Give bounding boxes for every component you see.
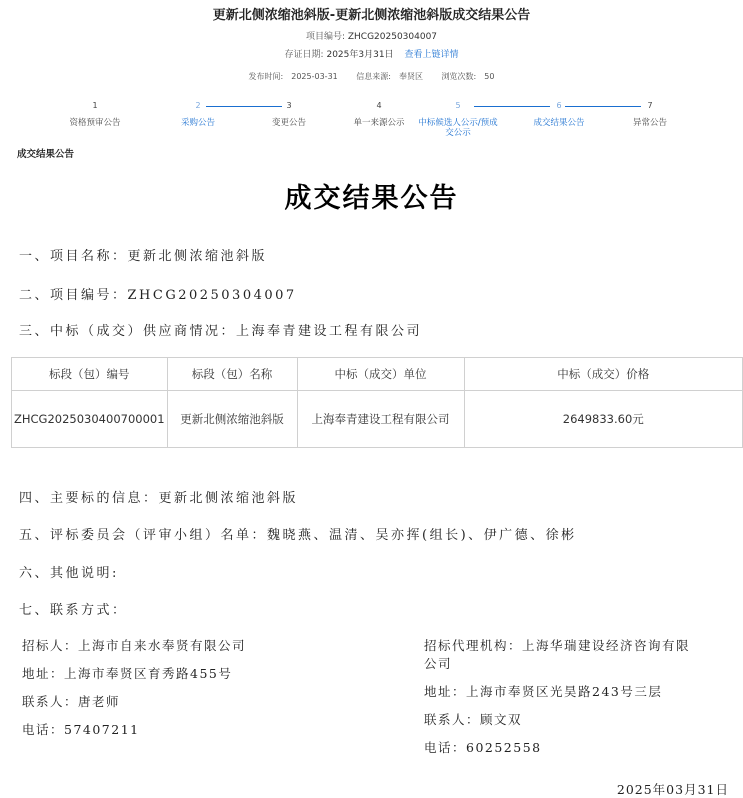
step-number: 6 (556, 101, 562, 110)
step-number: 5 (455, 101, 461, 110)
col-lot-name: 标段（包）名称 (167, 358, 297, 391)
step-number: 2 (195, 101, 201, 110)
bid-result-table (11, 357, 743, 448)
publish-stats (0, 71, 743, 82)
step-prequalification[interactable] (40, 101, 150, 128)
agency-address: 地址：上海市奉贤区光昊路243号三层 (424, 684, 663, 699)
item-main-subject: 四、主要标的信息：更新北侧浓缩池斜版 (19, 491, 299, 506)
project-number-value: ZHCG20250304007 (347, 32, 438, 42)
agency-phone: 电话：60252558 (424, 740, 542, 755)
step-label: 单一来源公示 (353, 118, 405, 128)
section-tag: 成交结果公告 (17, 149, 75, 160)
col-lot-number: 标段（包）编号 (12, 358, 168, 391)
tenderer-address: 地址：上海市奉贤区育秀路455号 (22, 666, 233, 681)
step-number: 7 (647, 101, 653, 110)
views-label: 浏览次数: (441, 72, 477, 81)
step-candidate-publicity[interactable] (416, 101, 500, 138)
tenderer-contact-person: 联系人：唐老师 (22, 694, 121, 709)
item-review-committee: 五、评标委员会（评审小组）名单：魏晓燕、温清、吴亦挥(组长)、伊广德、徐彬 (19, 528, 577, 543)
document-title: 成交结果公告 (284, 183, 459, 214)
step-exception[interactable] (595, 101, 705, 128)
cell-winning-unit: 上海奉青建设工程有限公司 (297, 391, 464, 448)
tenderer-contact-block (22, 637, 246, 739)
process-steps (54, 101, 694, 151)
col-winning-price: 中标（成交）价格 (464, 358, 742, 391)
tenderer-phone: 电话：57407211 (22, 722, 140, 737)
table-header-row (12, 358, 743, 391)
step-number: 1 (92, 101, 98, 110)
step-label: 变更公告 (271, 118, 306, 128)
step-label: 中标候选人公示/预成交公示 (418, 118, 498, 138)
cell-lot-name: 更新北侧浓缩池斜版 (167, 391, 297, 448)
agency-name-continued: 公司 (424, 656, 453, 671)
item-project-name: 一、项目名称：更新北侧浓缩池斜版 (19, 249, 268, 264)
agency-contact-block (424, 637, 742, 757)
cert-date-line (0, 47, 743, 60)
sign-date: 2025年03月31日 (616, 782, 729, 797)
tenderer-name: 招标人：上海市自来水奉贤有限公司 (22, 638, 247, 653)
step-label: 采购公告 (180, 118, 215, 128)
step-number: 3 (286, 101, 292, 110)
view-chain-details-link[interactable]: 查看上链详情 (404, 50, 459, 60)
item-project-number: 二、项目编号：ZHCG20250304007 (19, 288, 297, 303)
cert-date-label: 存证日期: (284, 50, 324, 60)
step-label: 异常公告 (632, 118, 667, 128)
agency-contact-person: 联系人：顾文双 (424, 712, 523, 727)
publish-time-value: 2025-03-31 (291, 72, 338, 81)
page-header-title: 更新北侧浓缩池斜版-更新北侧浓缩池斜版成交结果公告 (212, 8, 531, 23)
step-number: 4 (376, 101, 382, 110)
table-row (12, 391, 743, 448)
item-winning-supplier: 三、中标（成交）供应商情况：上海奉青建设工程有限公司 (19, 324, 423, 339)
step-label: 成交结果公告 (533, 118, 585, 128)
views-value: 50 (484, 72, 495, 81)
project-number-line (0, 29, 743, 42)
agency-name: 招标代理机构：上海华瑞建设经济咨询有限 (424, 638, 691, 653)
col-winning-unit: 中标（成交）单位 (297, 358, 464, 391)
cert-date-value: 2025年3月31日 (326, 50, 394, 60)
project-number-label: 项目编号: (305, 32, 345, 42)
source-value: 奉贤区 (399, 72, 423, 81)
cell-lot-number: ZHCG2025030400700001 (12, 391, 168, 448)
publish-time-label: 发布时间: (248, 72, 284, 81)
cell-winning-price: 2649833.60元 (464, 391, 742, 448)
source-label: 信息来源: (356, 72, 391, 81)
step-label: 资格预审公告 (69, 118, 121, 128)
item-contact-info: 七、联系方式： (19, 603, 128, 618)
item-other-notes: 六、其他说明: (19, 566, 119, 581)
